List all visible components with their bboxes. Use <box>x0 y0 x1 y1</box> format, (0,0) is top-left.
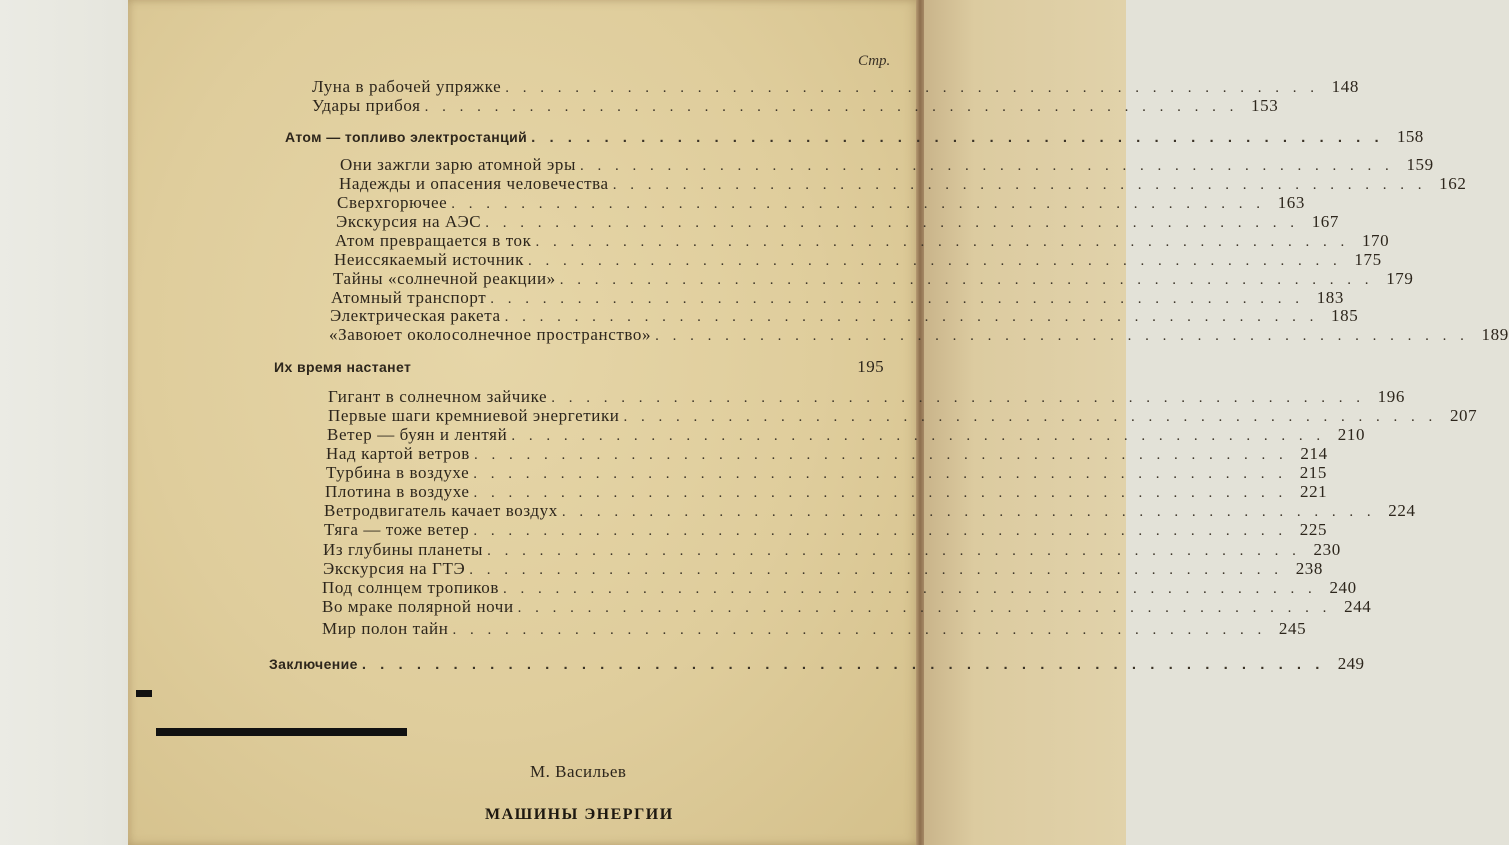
toc-section-page: 195 <box>857 357 884 376</box>
toc-section <box>274 357 884 377</box>
toc-entry <box>328 387 1405 407</box>
toc-section <box>285 127 1424 147</box>
toc-entry-page: 162 <box>1439 174 1467 193</box>
toc-entry-page: 221 <box>1299 482 1328 501</box>
toc-entry-page: 196 <box>1377 387 1405 406</box>
toc-entry <box>340 155 1434 175</box>
toc-entry-page: 153 <box>1251 96 1279 115</box>
toc-entry-title: Луна в рабочей упряжке <box>312 77 502 96</box>
toc-entry-page: 185 <box>1331 306 1359 325</box>
toc-entry-title: Под солнцем тропиков <box>322 578 499 597</box>
author-name: М. Васильев <box>530 762 627 781</box>
toc-entry <box>337 193 1306 213</box>
toc-entry-title: Удары прибоя <box>312 96 421 115</box>
toc-entry-page: 159 <box>1406 155 1434 174</box>
toc-leader-dots: . . . . . . . . . . . . . . . . . . . . . . . . . . . . . . . . . . . . . . . . . . . . . . . <box>503 581 1317 597</box>
toc-entry-page: 207 <box>1449 406 1478 425</box>
toc-leader-dots: . . . . . . . . . . . . . . . . . . . . . . . . . . . . . . . . . . . . . . . . . . . . . . . <box>535 234 1350 250</box>
toc-entry <box>329 325 1509 345</box>
toc-entry-page: 210 <box>1337 425 1366 444</box>
toc-section-page: 158 <box>1396 127 1424 146</box>
toc-section-title: Заключение <box>269 656 358 672</box>
toc-entry <box>334 250 1382 270</box>
toc-section <box>269 654 1365 674</box>
toc-leader-dots: . . . . . . . . . . . . . . . . . . . . . . . . . . . . . . . . . . . . . . . . . . . . . . . <box>612 177 1427 193</box>
toc-leader-dots: . . . . . . . . . . . . . . . . . . . . . . . . . . . . . . . . . . . . . . . . . . . . . . . <box>580 158 1394 174</box>
toc-leader-dots: . . . . . . . . . . . . . . . . . . . . . . . . . . . . . . . . . . . . . . . . . . . . . . . <box>487 543 1301 559</box>
toc-entry-page: 240 <box>1329 578 1357 597</box>
toc-section-title: Атом — топливо электростанций <box>285 129 528 145</box>
toc-entry-page: 214 <box>1300 444 1328 463</box>
toc-entry <box>322 619 1307 639</box>
toc-leader-dots: . . . . . . . . . . . . . . . . . . . . . . . . . . . . . . . . . . . . . . . . . . . . . . . <box>473 466 1287 482</box>
toc-entry <box>322 578 1357 598</box>
toc-entry-page: 224 <box>1388 501 1416 520</box>
toc-entry <box>312 77 1359 97</box>
toc-entry-title: «Завоюет околосолнечное пространство» <box>329 325 652 344</box>
toc-entry-page: 167 <box>1311 212 1339 231</box>
toc-leader-dots: . . . . . . . . . . . . . . . . . . . . . . . . . . . . . . . . . . . . . . . . . . . . . . . <box>452 622 1267 638</box>
toc-leader-dots: . . . . . . . . . . . . . . . . . . . . . . . . . . . . . . . . . . . . . . . . . . . . . . . <box>623 409 1438 425</box>
toc-entry-title: Атомный транспорт <box>331 288 487 307</box>
toc-entry-title: Сверхгорючее <box>337 193 448 212</box>
toc-entry-title: Экскурсия на АЭС <box>336 212 482 231</box>
toc-entry <box>328 406 1478 426</box>
toc-entry <box>324 501 1416 521</box>
toc-entry-title: Плотина в воздухе <box>325 482 470 501</box>
toc-leader-dots: . . . . . . . . . . . . . . . . . . . . . . . . . . . . . . . . . . . . . . . . . . . . . . . <box>424 99 1239 115</box>
toc-entry <box>326 444 1328 464</box>
toc-entry <box>327 425 1366 445</box>
toc-entry-page: 189 <box>1481 325 1509 344</box>
toc-leader-dots: . . . . . . . . . . . . . . . . . . . . . . . . . . . . . . . . . . . . . . . . . . . . . . . <box>504 309 1319 325</box>
toc-entry-title: Гигант в солнечном зайчике <box>328 387 548 406</box>
toc-leader-dots: . . . . . . . . . . . . . . . . . . . . . . . . . . . . . . . . . . . . . . . . . . . . . . . . . . . . . <box>361 656 1325 673</box>
toc-leader-dots: . . . . . . . . . . . . . . . . . . . . . . . . . . . . . . . . . . . . . . . . . . . . . . . <box>451 196 1266 212</box>
toc-entry-title: Турбина в воздухе <box>326 463 470 482</box>
toc-entry-title: Ветродвигатель качает воздух <box>324 501 558 520</box>
toc-entry <box>333 269 1414 289</box>
toc-leader-dots: . . . . . . . . . . . . . . . . . . . . . . . . . . . . . . . . . . . . . . . . . . . . . . . <box>559 272 1374 288</box>
toc-entry-page: 170 <box>1361 231 1390 250</box>
toc-entry-title: Электрическая ракета <box>330 306 501 325</box>
toc-entry-title: Над картой ветров <box>326 444 470 463</box>
toc-leader-dots: . . . . . . . . . . . . . . . . . . . . . . . . . . . . . . . . . . . . . . . . . . . . . . . <box>655 328 1469 344</box>
toc-entry-title: Первые шаги кремниевой энергетики <box>328 406 620 425</box>
decorative-rule-long <box>156 728 407 736</box>
toc-entry-page: 148 <box>1331 77 1359 96</box>
toc-leader-dots: . . . . . . . . . . . . . . . . . . . . . . . . . . . . . . . . . . . . . . . . . . . . . . . <box>485 215 1299 231</box>
toc-entry-title: Неиссякаемый источник <box>334 250 524 269</box>
toc-entry-title: Мир полон тайн <box>322 619 449 638</box>
toc-entry <box>339 174 1467 194</box>
toc-entry-title: Во мраке полярной ночи <box>322 597 514 616</box>
toc-entry <box>312 96 1279 116</box>
toc-entry-title: Надежды и опасения человечества <box>339 174 609 193</box>
toc-entry-title: Ветер — буян и лентяй <box>327 425 508 444</box>
toc-entry <box>336 212 1339 232</box>
toc-entry-page: 163 <box>1277 193 1306 212</box>
toc-entry <box>331 288 1345 308</box>
toc-entry <box>325 482 1328 502</box>
page-column-label: Стр. <box>858 53 891 69</box>
toc-leader-dots: . . . . . . . . . . . . . . . . . . . . . . . . . . . . . . . . . . . . . . . . . . . . . . . <box>551 390 1365 406</box>
toc-leader-dots: . . . . . . . . . . . . . . . . . . . . . . . . . . . . . . . . . . . . . . . . . . . . . . . <box>511 428 1326 444</box>
toc-leader-dots: . . . . . . . . . . . . . . . . . . . . . . . . . . . . . . . . . . . . . . . . . . . . . . . <box>473 485 1288 501</box>
toc-entry-title: Тяга — тоже ветер <box>324 520 470 539</box>
toc-entry-title: Из глубины планеты <box>323 540 484 559</box>
toc-entry <box>324 520 1328 540</box>
book-title: МАШИНЫ ЭНЕРГИИ <box>485 806 674 823</box>
toc-entry-title: Тайны «солнечной реакции» <box>333 269 556 288</box>
toc-entry <box>323 559 1324 579</box>
toc-leader-dots: . . . . . . . . . . . . . . . . . . . . . . . . . . . . . . . . . . . . . . . . . . . . . . . <box>561 504 1376 520</box>
toc-leader-dots: . . . . . . . . . . . . . . . . . . . . . . . . . . . . . . . . . . . . . . . . . . . . . . . <box>473 523 1288 539</box>
toc-entry-title: Атом превращается в ток <box>335 231 532 250</box>
decorative-rule-short <box>136 690 152 697</box>
toc-entry-page: 225 <box>1299 520 1328 539</box>
toc-entry-page: 183 <box>1316 288 1345 307</box>
toc-entry <box>322 597 1372 617</box>
toc-entry <box>323 540 1341 560</box>
toc-leader-dots: . . . . . . . . . . . . . . . . . . . . . . . . . . . . . . . . . . . . . . . . . . . . . . . <box>490 291 1305 307</box>
toc-entry-page: 238 <box>1295 559 1324 578</box>
toc-entry-title: Они зажгли зарю атомной эры <box>340 155 576 174</box>
toc-section-page: 249 <box>1337 654 1365 673</box>
toc-entry-page: 179 <box>1386 269 1414 288</box>
toc-entry-title: Экскурсия на ГТЭ <box>323 559 466 578</box>
toc-entry-page: 215 <box>1299 463 1327 482</box>
toc-entry <box>335 231 1390 251</box>
toc-leader-dots: . . . . . . . . . . . . . . . . . . . . . . . . . . . . . . . . . . . . . . . . . . . . . . . <box>505 80 1319 96</box>
toc-leader-dots: . . . . . . . . . . . . . . . . . . . . . . . . . . . . . . . . . . . . . . . . . . . . . . . <box>469 562 1284 578</box>
toc-entry <box>326 463 1327 483</box>
toc-leader-dots: . . . . . . . . . . . . . . . . . . . . . . . . . . . . . . . . . . . . . . . . . . . . . . . <box>517 600 1332 616</box>
toc-leader-dots: . . . . . . . . . . . . . . . . . . . . . . . . . . . . . . . . . . . . . . . . . . . . . . . <box>531 129 1384 146</box>
toc-entry-page: 230 <box>1313 540 1341 559</box>
toc-entry <box>330 306 1359 326</box>
toc-leader-dots: . . . . . . . . . . . . . . . . . . . . . . . . . . . . . . . . . . . . . . . . . . . . . . . <box>527 253 1342 269</box>
toc-entry-page: 245 <box>1278 619 1307 638</box>
toc-entry-page: 244 <box>1344 597 1372 616</box>
toc-section-title: Их время настанет <box>274 359 412 375</box>
toc-entry-page: 175 <box>1354 250 1382 269</box>
toc-leader-dots: . . . . . . . . . . . . . . . . . . . . . . . . . . . . . . . . . . . . . . . . . . . . . . . <box>473 447 1288 463</box>
